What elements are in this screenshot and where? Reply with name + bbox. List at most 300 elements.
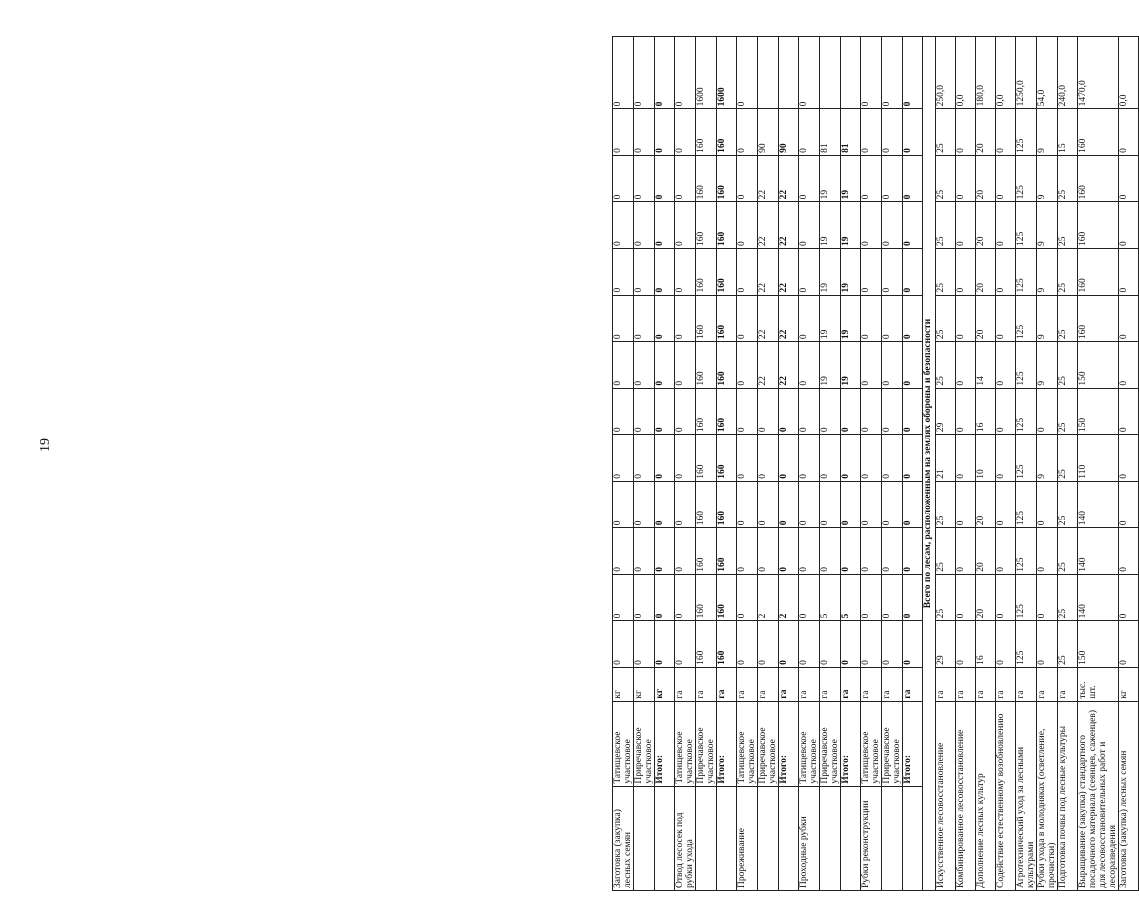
value-cell: 25: [1058, 295, 1078, 342]
value-cell: 0: [956, 388, 976, 435]
value-cell: 22: [779, 248, 799, 295]
value-cell: 0: [861, 528, 882, 575]
value-cell: 0: [634, 574, 655, 621]
activity-name: [655, 786, 675, 890]
activity-name: Заготовка (закупка) лесных семян: [1119, 701, 1139, 890]
table-row: [1078, 37, 1119, 891]
value-cell: 0: [799, 621, 820, 668]
value-cell: 25: [936, 295, 956, 342]
value-cell: 160: [1078, 248, 1119, 295]
table-row: [634, 37, 655, 891]
value-cell: 0: [675, 621, 696, 668]
value-cell: 9: [1037, 435, 1058, 482]
value-cell: 2: [758, 574, 779, 621]
value-cell: 22: [758, 248, 779, 295]
forestry-district: Татищевское участковое: [613, 701, 634, 786]
value-cell: 160: [696, 248, 717, 295]
value-cell: 0: [799, 574, 820, 621]
activity-name: Дополнение лесных культур: [976, 701, 996, 890]
value-cell: 19: [820, 295, 841, 342]
table-row: [841, 37, 861, 891]
table-row: [737, 37, 758, 891]
value-cell: 0: [1119, 295, 1139, 342]
value-cell: 25: [1058, 528, 1078, 575]
value-cell: 160: [696, 202, 717, 249]
value-cell: 160: [717, 295, 737, 342]
value-cell: 0: [956, 342, 976, 389]
value-cell: 0: [634, 528, 655, 575]
value-cell: 1470,0: [1078, 37, 1119, 109]
value-cell: 0: [1119, 621, 1139, 668]
unit-cell: га: [758, 667, 779, 701]
value-cell: 0: [882, 481, 903, 528]
value-cell: 0: [861, 481, 882, 528]
value-cell: 22: [779, 155, 799, 202]
value-cell: 0: [799, 435, 820, 482]
unit-cell: га: [882, 667, 903, 701]
activity-name: [882, 786, 903, 890]
unit-cell: га: [779, 667, 799, 701]
value-cell: 0: [882, 528, 903, 575]
value-cell: 0: [956, 435, 976, 482]
value-cell: 0: [996, 295, 1016, 342]
value-cell: 20: [976, 481, 996, 528]
value-cell: 160: [1078, 155, 1119, 202]
value-cell: 0: [841, 481, 861, 528]
value-cell: 0: [903, 621, 923, 668]
value-cell: 160: [717, 109, 737, 156]
value-cell: 180,0: [976, 37, 996, 109]
value-cell: 0: [634, 621, 655, 668]
unit-cell: га: [976, 667, 996, 701]
value-cell: 0: [1037, 528, 1058, 575]
value-cell: 0: [613, 295, 634, 342]
value-cell: [841, 37, 861, 109]
value-cell: 0: [655, 342, 675, 389]
value-cell: 25: [936, 342, 956, 389]
unit-cell: кг: [1119, 667, 1139, 701]
forestry-district: Приречавское участковое: [696, 701, 717, 786]
value-cell: 160: [717, 342, 737, 389]
value-cell: 22: [779, 342, 799, 389]
value-cell: 9: [1037, 342, 1058, 389]
value-cell: 0: [675, 574, 696, 621]
value-cell: 0: [675, 109, 696, 156]
value-cell: 125: [1016, 621, 1037, 668]
activity-name: Содействие естественному возобновлению: [996, 701, 1016, 890]
activity-name: [696, 786, 717, 890]
value-cell: 0: [903, 248, 923, 295]
value-cell: 25: [936, 155, 956, 202]
table-row: [696, 37, 717, 891]
value-cell: 9: [1037, 248, 1058, 295]
value-cell: 0: [655, 248, 675, 295]
value-cell: 0: [634, 202, 655, 249]
value-cell: 0: [861, 155, 882, 202]
value-cell: 0: [956, 155, 976, 202]
value-cell: 0: [634, 435, 655, 482]
unit-cell: га: [903, 667, 923, 701]
value-cell: 25: [1058, 621, 1078, 668]
value-cell: 0: [655, 109, 675, 156]
value-cell: 0: [903, 435, 923, 482]
value-cell: 0: [861, 202, 882, 249]
unit-cell: га: [799, 667, 820, 701]
value-cell: 125: [1016, 109, 1037, 156]
value-cell: 0: [882, 574, 903, 621]
value-cell: 0: [882, 155, 903, 202]
value-cell: 25: [1058, 342, 1078, 389]
value-cell: 25: [936, 202, 956, 249]
value-cell: 0: [613, 342, 634, 389]
value-cell: 25: [1058, 574, 1078, 621]
forestry-district: Татищевское участковое: [861, 701, 882, 786]
unit-cell: га: [1016, 667, 1037, 701]
value-cell: 22: [779, 202, 799, 249]
value-cell: 160: [696, 155, 717, 202]
value-cell: 125: [1016, 435, 1037, 482]
forestry-district: Татищевское участковое: [799, 701, 820, 786]
value-cell: 19: [820, 248, 841, 295]
value-cell: 19: [841, 248, 861, 295]
table-row: [936, 37, 956, 891]
value-cell: 20: [976, 295, 996, 342]
value-cell: 0: [861, 37, 882, 109]
unit-cell: кг: [655, 667, 675, 701]
table-row: [956, 37, 976, 891]
table-row: [779, 37, 799, 891]
value-cell: 0: [737, 528, 758, 575]
value-cell: 160: [717, 481, 737, 528]
value-cell: 0: [841, 435, 861, 482]
value-cell: 20: [976, 574, 996, 621]
value-cell: 0: [996, 528, 1016, 575]
table-row: [717, 37, 737, 891]
value-cell: 0: [903, 295, 923, 342]
value-cell: 9: [1037, 295, 1058, 342]
table-row: [675, 37, 696, 891]
value-cell: 16: [976, 621, 996, 668]
value-cell: 20: [976, 528, 996, 575]
forestry-district: Итого:: [841, 701, 861, 786]
unit-cell: га: [861, 667, 882, 701]
value-cell: 0: [655, 388, 675, 435]
value-cell: 20: [976, 202, 996, 249]
value-cell: 0: [956, 295, 976, 342]
value-cell: 0: [675, 37, 696, 109]
value-cell: 160: [696, 109, 717, 156]
value-cell: 0: [903, 109, 923, 156]
value-cell: 0: [758, 435, 779, 482]
activity-name: Выращивание (закупка) стандартного посадочного материала (сеянцев, саженцев) для лесовосстановительных работ и лесоразведения: [1078, 701, 1119, 890]
value-cell: 140: [1078, 528, 1119, 575]
value-cell: 0: [758, 621, 779, 668]
value-cell: 0: [956, 621, 976, 668]
value-cell: 0: [675, 202, 696, 249]
activity-name: Заготовка (закупка) лесных семян: [613, 786, 634, 890]
value-cell: 0: [655, 621, 675, 668]
value-cell: 0: [634, 481, 655, 528]
value-cell: 9: [1037, 202, 1058, 249]
forestry-district: Итого:: [655, 701, 675, 786]
table-row: [820, 37, 841, 891]
value-cell: 22: [779, 295, 799, 342]
unit-cell: га: [675, 667, 696, 701]
forestry-district: Приречавское участковое: [882, 701, 903, 786]
value-cell: 160: [696, 481, 717, 528]
value-cell: 0: [655, 481, 675, 528]
activity-name: Агротехнический уход за лесными культурами: [1016, 701, 1037, 890]
value-cell: 160: [717, 621, 737, 668]
value-cell: 0: [996, 481, 1016, 528]
value-cell: 150: [1078, 342, 1119, 389]
value-cell: 25: [936, 109, 956, 156]
activity-name: Искусственное лесовосстановление: [936, 701, 956, 890]
value-cell: 0: [655, 202, 675, 249]
value-cell: 0: [655, 155, 675, 202]
table-row: [1016, 37, 1037, 891]
value-cell: 0: [996, 388, 1016, 435]
value-cell: 125: [1016, 481, 1037, 528]
unit-cell: га: [841, 667, 861, 701]
value-cell: 29: [936, 621, 956, 668]
unit-cell: кг: [613, 667, 634, 701]
value-cell: 0: [779, 528, 799, 575]
value-cell: 0: [861, 574, 882, 621]
value-cell: 0: [996, 155, 1016, 202]
value-cell: 0: [1037, 574, 1058, 621]
value-cell: 0: [861, 342, 882, 389]
activity-name: [717, 786, 737, 890]
forestry-district: Приречавское участковое: [758, 701, 779, 786]
value-cell: 0: [634, 155, 655, 202]
value-cell: 0: [1119, 109, 1139, 156]
value-cell: 0: [1037, 621, 1058, 668]
value-cell: 22: [758, 155, 779, 202]
value-cell: 15: [1058, 109, 1078, 156]
value-cell: 0: [996, 574, 1016, 621]
value-cell: 0: [737, 37, 758, 109]
value-cell: 0: [613, 388, 634, 435]
value-cell: 10: [976, 435, 996, 482]
unit-cell: га: [820, 667, 841, 701]
value-cell: 0: [1119, 574, 1139, 621]
value-cell: 0: [758, 481, 779, 528]
value-cell: 0: [779, 435, 799, 482]
value-cell: 0: [613, 435, 634, 482]
value-cell: 0: [956, 528, 976, 575]
value-cell: 125: [1016, 295, 1037, 342]
value-cell: 0: [956, 248, 976, 295]
activity-name: [758, 786, 779, 890]
value-cell: 0: [799, 109, 820, 156]
activity-name: [820, 786, 841, 890]
value-cell: 25: [1058, 248, 1078, 295]
activity-name: [634, 786, 655, 890]
activity-name: Отвод лесосек под рубки ухода: [675, 786, 696, 890]
value-cell: 240,0: [1058, 37, 1078, 109]
section-heading: Всего по лесам, расположенным на землях обороны и безопасности: [923, 37, 936, 891]
value-cell: 0: [799, 295, 820, 342]
value-cell: 0: [634, 109, 655, 156]
value-cell: 160: [717, 248, 737, 295]
value-cell: 0: [882, 388, 903, 435]
activity-name: Комбинированное лесовосстановление: [956, 701, 976, 890]
value-cell: 29: [936, 388, 956, 435]
table-row: [758, 37, 779, 891]
value-cell: 0: [903, 202, 923, 249]
value-cell: 0: [655, 295, 675, 342]
value-cell: 5: [820, 574, 841, 621]
value-cell: 21: [936, 435, 956, 482]
value-cell: 0: [820, 528, 841, 575]
value-cell: 0: [737, 342, 758, 389]
unit-cell: га: [1037, 667, 1058, 701]
value-cell: 160: [696, 388, 717, 435]
value-cell: 25: [936, 481, 956, 528]
value-cell: 0: [956, 481, 976, 528]
unit-cell: га: [737, 667, 758, 701]
value-cell: 81: [841, 109, 861, 156]
value-cell: 0: [1037, 388, 1058, 435]
unit-cell: тыс. шт.: [1078, 667, 1119, 701]
value-cell: 0: [634, 295, 655, 342]
value-cell: 0: [675, 481, 696, 528]
value-cell: 0: [675, 435, 696, 482]
value-cell: 0: [820, 435, 841, 482]
value-cell: 19: [820, 202, 841, 249]
value-cell: 0: [841, 388, 861, 435]
value-cell: 0: [903, 155, 923, 202]
value-cell: [758, 37, 779, 109]
value-cell: 160: [696, 574, 717, 621]
value-cell: 5: [841, 574, 861, 621]
activity-name: Подготовка почвы под лесные культуры: [1058, 701, 1078, 890]
value-cell: 0: [613, 202, 634, 249]
activity-name: Рубки реконструкции: [861, 786, 882, 890]
value-cell: 125: [1016, 528, 1037, 575]
table-row: [799, 37, 820, 891]
value-cell: 0: [903, 481, 923, 528]
value-cell: 0: [799, 528, 820, 575]
document-table-rotated: [612, 36, 1138, 891]
forestry-district: Татищевское участковое: [675, 701, 696, 786]
value-cell: 0: [737, 155, 758, 202]
forestry-district: Итого:: [779, 701, 799, 786]
unit-cell: га: [696, 667, 717, 701]
value-cell: 125: [1016, 202, 1037, 249]
value-cell: 0: [737, 388, 758, 435]
value-cell: 9: [1037, 109, 1058, 156]
activity-name: Проходные рубки: [799, 786, 820, 890]
value-cell: 0: [1119, 248, 1139, 295]
value-cell: 0: [841, 528, 861, 575]
activity-name: Рубки ухода в молодняках (осветление, прочистки): [1037, 701, 1058, 890]
value-cell: 0: [882, 109, 903, 156]
table-row: [1119, 37, 1139, 891]
value-cell: 90: [758, 109, 779, 156]
value-cell: 25: [1058, 388, 1078, 435]
value-cell: 0: [655, 435, 675, 482]
value-cell: 0: [737, 248, 758, 295]
value-cell: 0: [634, 248, 655, 295]
value-cell: 19: [820, 342, 841, 389]
value-cell: 0: [675, 388, 696, 435]
value-cell: 1600: [717, 37, 737, 109]
value-cell: 110: [1078, 435, 1119, 482]
value-cell: 1250,0: [1016, 37, 1037, 109]
value-cell: 22: [758, 295, 779, 342]
value-cell: 25: [1058, 155, 1078, 202]
value-cell: 0: [882, 202, 903, 249]
table-row: [882, 37, 903, 891]
value-cell: 19: [841, 295, 861, 342]
value-cell: 0: [799, 248, 820, 295]
value-cell: 0: [675, 248, 696, 295]
value-cell: 160: [717, 202, 737, 249]
value-cell: 0: [820, 388, 841, 435]
unit-cell: га: [996, 667, 1016, 701]
plan-table: [612, 36, 1139, 891]
value-cell: 0: [1119, 202, 1139, 249]
value-cell: 0: [861, 621, 882, 668]
value-cell: 9: [1037, 155, 1058, 202]
value-cell: 0: [882, 295, 903, 342]
value-cell: 0: [903, 388, 923, 435]
value-cell: 0: [799, 388, 820, 435]
value-cell: 160: [1078, 109, 1119, 156]
unit-cell: га: [717, 667, 737, 701]
forestry-district: Приречавское участковое: [820, 701, 841, 786]
value-cell: 0: [779, 621, 799, 668]
value-cell: 25: [936, 574, 956, 621]
value-cell: 0: [613, 109, 634, 156]
value-cell: 0: [996, 435, 1016, 482]
value-cell: 0,0: [996, 37, 1016, 109]
value-cell: 0: [655, 528, 675, 575]
value-cell: 160: [717, 528, 737, 575]
value-cell: 0,0: [1119, 37, 1139, 109]
value-cell: 0: [634, 342, 655, 389]
value-cell: 0: [956, 109, 976, 156]
forestry-district: Итого:: [717, 701, 737, 786]
value-cell: 19: [841, 155, 861, 202]
table-row: [613, 37, 634, 891]
value-cell: 81: [820, 109, 841, 156]
value-cell: 0: [634, 37, 655, 109]
forestry-district: Итого:: [903, 701, 923, 786]
value-cell: 0: [903, 37, 923, 109]
value-cell: 0: [903, 528, 923, 575]
value-cell: 54,0: [1037, 37, 1058, 109]
value-cell: 25: [1058, 481, 1078, 528]
value-cell: 150: [1078, 621, 1119, 668]
activity-name: Прореживание: [737, 786, 758, 890]
value-cell: 0: [1119, 435, 1139, 482]
value-cell: 22: [758, 202, 779, 249]
activity-name: [779, 786, 799, 890]
value-cell: 0: [737, 574, 758, 621]
value-cell: 0: [882, 621, 903, 668]
value-cell: 20: [976, 155, 996, 202]
value-cell: 0: [779, 481, 799, 528]
value-cell: 0: [882, 435, 903, 482]
value-cell: 25: [1058, 202, 1078, 249]
value-cell: 0: [861, 435, 882, 482]
value-cell: 0: [675, 295, 696, 342]
value-cell: 0: [737, 621, 758, 668]
value-cell: 0: [799, 155, 820, 202]
